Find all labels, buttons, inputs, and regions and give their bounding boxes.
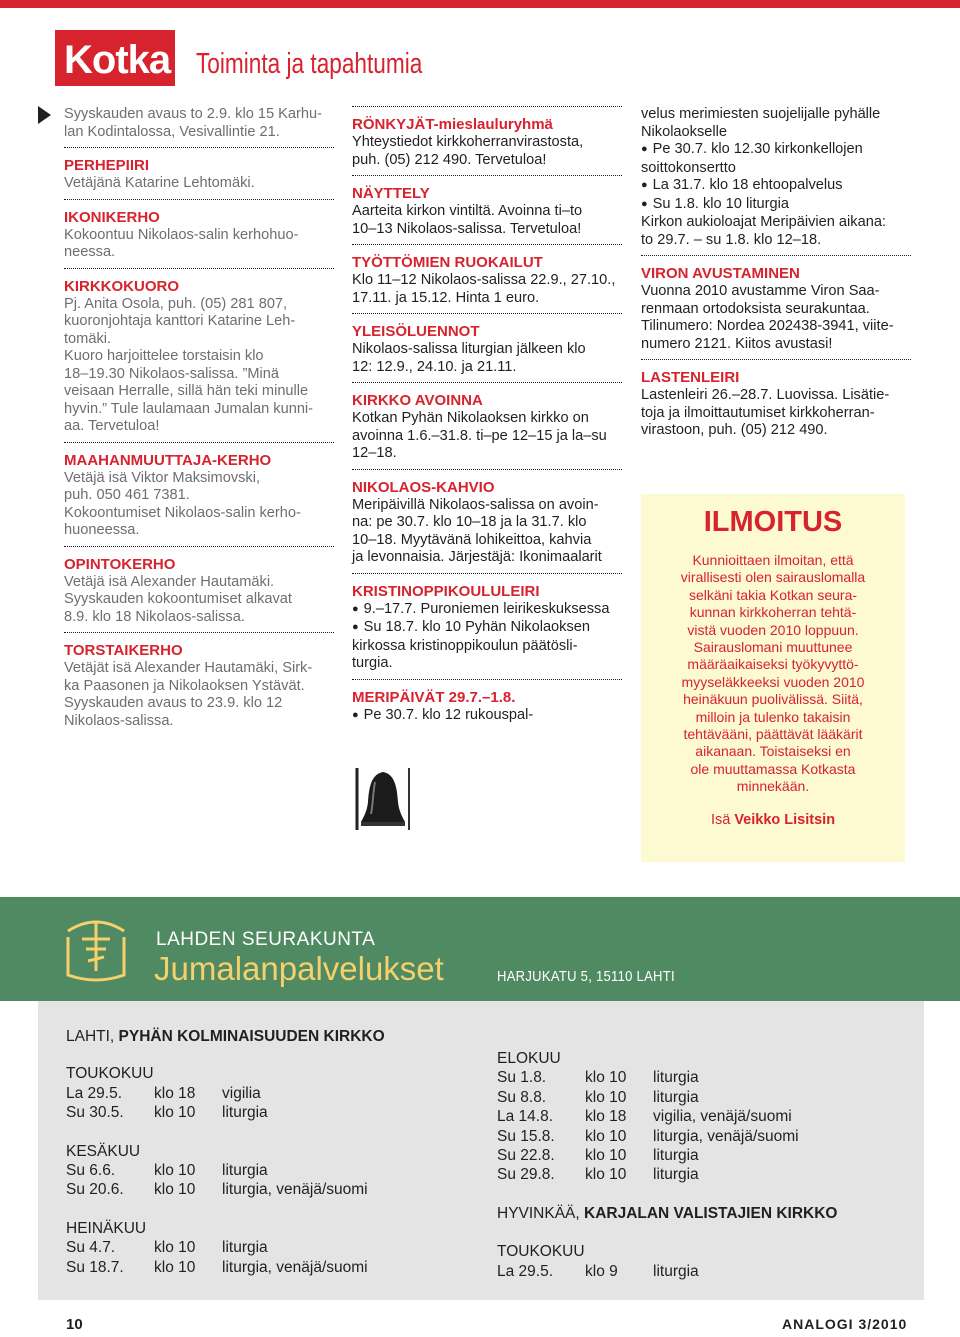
service-cell: liturgia xyxy=(653,1262,699,1280)
dotted-divider xyxy=(352,244,622,245)
bell-image xyxy=(353,762,413,830)
time-cell: klo 18 xyxy=(585,1108,627,1126)
dotted-divider xyxy=(64,442,334,443)
text-line: Kokoontuu Nikolaos-salin kerhohuo- xyxy=(64,226,299,243)
date-cell: Su 4.7. xyxy=(66,1239,116,1257)
date-cell: Su 6.6. xyxy=(66,1162,116,1180)
schedule-row xyxy=(497,1165,853,1184)
time-cell: klo 10 xyxy=(154,1162,196,1180)
text-line: Vuonna 2010 avustamme Viron Saa- xyxy=(641,283,880,299)
month-name: TOUKOKUU xyxy=(66,1065,154,1083)
text-line: Syyskauden avaus to 2.9. klo 15 Karhu- xyxy=(64,106,322,122)
section-heading: TORSTAIKERHO xyxy=(64,642,183,659)
text-line: to 29.7. – su 1.8. klo 12–18. xyxy=(641,231,822,248)
text-line: hyvin.” Tule laulamaan Jumalan kunni- xyxy=(64,400,314,417)
time-cell: klo 10 xyxy=(585,1166,627,1184)
time-cell: klo 10 xyxy=(585,1069,627,1087)
time-cell: klo 10 xyxy=(154,1181,196,1199)
notice-line: ole muuttamassa Kotkasta xyxy=(690,760,856,777)
service-cell: liturgia xyxy=(653,1147,699,1165)
schedule-table xyxy=(66,1238,422,1277)
notice-line: Kunnioittaen ilmoitan, että xyxy=(692,552,854,568)
service-cell: vigilia, venäjä/suomi xyxy=(653,1108,792,1126)
text-line: Meripäivillä Nikolaos-salissa on avoin- xyxy=(352,496,599,513)
service-cell: liturgia xyxy=(653,1069,699,1087)
notice-line: minnekään. xyxy=(736,778,810,795)
service-cell: liturgia xyxy=(653,1088,699,1106)
schedule-left xyxy=(66,1027,466,1277)
text-line: avoinna 1.6.–31.8. ti–pe 12–15 ja la–su xyxy=(352,427,607,444)
section-heading: IKONIKERHO xyxy=(64,208,160,226)
date-cell: La 14.8. xyxy=(497,1108,554,1126)
notice-line: virallisesti olen sairauslomalla xyxy=(680,569,866,586)
time-cell: klo 9 xyxy=(585,1262,618,1280)
notice-line: vistä vuoden 2010 loppuun. xyxy=(687,621,859,638)
text-line: Nikolaos-salissa. xyxy=(64,712,174,729)
section-heading: OPINTOKERHO xyxy=(64,555,176,573)
magazine-issue: ANALOGI 3/2010 xyxy=(782,1316,908,1332)
date-cell: Su 15.8. xyxy=(497,1127,555,1145)
text-line: Pj. Anita Osola, puh. (05) 281 807, xyxy=(64,295,288,312)
text-line: Vetäjä isä Viktor Maksimovski, xyxy=(64,469,261,486)
dotted-divider xyxy=(64,268,334,269)
date-cell: Su 29.8. xyxy=(497,1166,555,1184)
text-line: toja ja ilmoittautumiset kirkkoherran- xyxy=(641,404,875,421)
dotted-divider xyxy=(641,359,911,360)
section-heading: KIRKKO AVOINNA xyxy=(352,392,483,409)
text-line: veisaan Herralle, sillä hän teki minulle xyxy=(64,383,309,399)
section-heading: YLEISÖLUENNOT xyxy=(352,323,480,340)
service-cell: liturgia xyxy=(222,1104,268,1122)
section-heading: NIKOLAOS-KAHVIO xyxy=(352,478,495,496)
section xyxy=(352,573,622,673)
signature-prefix: Isä xyxy=(710,812,731,828)
month-block xyxy=(497,1242,897,1281)
text-line: 8.9. klo 18 Nikolaos-salissa. xyxy=(64,608,245,625)
notice-title: ILMOITUS xyxy=(703,506,843,538)
dotted-divider xyxy=(64,199,334,200)
text-line: lan Kodintalossa, Vesivallintie 21. xyxy=(64,123,280,140)
bullet-item: ● 9.–17.7. Puroniemen leirikeskuksessa xyxy=(352,601,622,620)
bullet-item: ● Su 18.7. klo 10 Pyhän Nikolaoksen xyxy=(352,619,622,638)
schedule-row xyxy=(497,1262,853,1281)
schedule-table xyxy=(66,1161,422,1200)
date-cell: Su 8.8. xyxy=(497,1088,547,1106)
time-cell: klo 10 xyxy=(585,1127,627,1145)
schedule-row xyxy=(66,1103,422,1122)
text-line: huoneessa. xyxy=(64,522,140,538)
date-cell: Su 1.8. xyxy=(497,1069,547,1087)
text-line: neessa. xyxy=(64,244,116,260)
text-line: Syyskauden kokoontumiset alkavat xyxy=(64,591,292,607)
service-cell: liturgia xyxy=(222,1239,268,1257)
schedule-table xyxy=(497,1068,853,1184)
section xyxy=(352,175,622,238)
schedule-row xyxy=(66,1258,422,1277)
notice-line: heinäkuun puolivälissä. Siitä, xyxy=(683,691,863,708)
text-line: soittokonsertto xyxy=(641,159,736,176)
date-cell: Su 18.7. xyxy=(66,1258,124,1276)
bullet-item: ● La 31.7. klo 18 ehtoopalvelus xyxy=(641,177,911,196)
section-heading: MERIPÄIVÄT 29.7.–1.8. xyxy=(352,688,516,706)
schedule-row xyxy=(497,1146,853,1165)
service-cell: vigilia xyxy=(222,1084,261,1102)
schedule-row xyxy=(66,1238,422,1257)
text-line: renmaan ortodoksista seurakuntaa. xyxy=(641,300,870,317)
section xyxy=(641,359,911,440)
text-line: Aarteita kirkon vintiltä. Avoinna ti–to xyxy=(352,203,583,219)
date-cell: La 29.5. xyxy=(66,1084,123,1102)
text-line: Vetäjänä Katarine Lehtomäki. xyxy=(64,175,255,191)
notice-line: kunnan kirkkoherran tehtä- xyxy=(689,604,857,621)
text-line: Kotkan Pyhän Nikolaoksen kirkko on xyxy=(352,410,589,426)
service-cell: liturgia xyxy=(222,1162,268,1180)
text-line: Klo 11–12 Nikolaos-salissa 22.9., 27.10., xyxy=(352,272,616,288)
schedule-row xyxy=(497,1127,853,1146)
section-heading: VIRON AVUSTAMINEN xyxy=(641,265,800,282)
notice-line: aikanaan. Toistaiseksi en xyxy=(695,743,851,760)
text-line: aa. Tervetuloa! xyxy=(64,418,160,434)
month-name: ELOKUU xyxy=(497,1050,561,1067)
signature-name: Veikko Lisitsin xyxy=(734,812,836,828)
notice-line: milloin ja tulenko takaisin xyxy=(695,708,851,725)
church-heading: HYVINKÄÄ, KARJALAN VALISTAJIEN KIRKKO xyxy=(497,1204,838,1222)
text-line: ja levonnaisia. Järjestäjä: Ikonimaalarit xyxy=(352,549,602,565)
page-title: Kotka xyxy=(64,38,171,82)
notice-line: Sairauslomani muuttunee xyxy=(693,639,853,656)
month-block xyxy=(66,1064,466,1122)
play-arrow-icon xyxy=(38,106,51,124)
text-line: Kuoro harjoittelee torstaisin klo xyxy=(64,348,264,364)
intro-text xyxy=(64,106,334,141)
dotted-divider xyxy=(352,382,622,383)
section-heading: TYÖTTÖMIEN RUOKAILUT xyxy=(352,254,543,271)
notice-line: tehtävääni, päättävät lääkärit xyxy=(683,726,863,743)
time-cell: klo 10 xyxy=(154,1239,196,1257)
text-line: 12–18. xyxy=(352,445,397,461)
section xyxy=(352,106,622,169)
text-line: kuoronjohtaja kanttori Katarine Leh- xyxy=(64,313,296,329)
schedule-table xyxy=(497,1262,853,1281)
text-line: Tilinumero: Nordea 202438-3941, viite- xyxy=(641,318,894,334)
section xyxy=(641,255,911,353)
services-banner xyxy=(0,897,960,1001)
section xyxy=(64,268,334,436)
time-cell: klo 10 xyxy=(585,1088,627,1106)
text-line: Kokoontumiset Nikolaos-salin kerho- xyxy=(64,504,301,521)
section-heading: RÖNKYJÄT-mieslauluryhmä xyxy=(352,116,553,133)
month-name: HEINÄKUU xyxy=(66,1219,147,1237)
column-1 xyxy=(64,106,334,730)
month-name: TOUKOKUU xyxy=(497,1243,585,1261)
month-block xyxy=(66,1219,466,1277)
text-line: Kirkon aukioloajat Meripäivien aikana: xyxy=(641,214,886,230)
notice-line: myyseläkkeeksi vuoden 2010 xyxy=(681,673,865,690)
text-line: Nikolaokselle xyxy=(641,123,727,140)
text-line: Nikolaos-salissa liturgian jälkeen klo xyxy=(352,341,586,357)
column-3 xyxy=(641,106,911,440)
text-line: puh. 050 461 7381. xyxy=(64,487,190,503)
text-line: Lastenleiri 26.–28.7. Luovissa. Lisätie- xyxy=(641,387,890,403)
dotted-divider xyxy=(352,175,622,176)
text-line: Yhteystiedot kirkkoherranvirastosta, xyxy=(352,134,584,150)
text-line: 18–19.30 Nikolaos-salissa. ”Minä xyxy=(64,365,279,382)
text-line: Vetäjä isä Alexander Hautamäki. xyxy=(64,573,275,590)
service-cell: liturgia, venäjä/suomi xyxy=(222,1181,368,1199)
notice-box xyxy=(641,494,905,862)
dotted-divider xyxy=(352,573,622,574)
section xyxy=(352,313,622,376)
schedule-row xyxy=(66,1084,422,1103)
section-heading: KIRKKOKUORO xyxy=(64,277,179,295)
schedule-row xyxy=(497,1068,853,1087)
schedule-row xyxy=(497,1088,853,1107)
page-header xyxy=(0,0,960,100)
section xyxy=(352,244,622,307)
schedule-row xyxy=(66,1161,422,1180)
page-subtitle: Toiminta ja tapahtumia xyxy=(196,48,423,80)
page-number: 10 xyxy=(66,1316,83,1333)
month-block xyxy=(497,1049,897,1185)
text-line: 12: 12.9., 24.10. ja 21.11. xyxy=(352,358,517,375)
section xyxy=(64,546,334,627)
schedule-row xyxy=(66,1180,422,1199)
time-cell: klo 10 xyxy=(154,1104,196,1122)
section xyxy=(64,199,334,262)
section xyxy=(64,147,334,193)
bullet-item: ● Su 1.8. klo 10 liturgia xyxy=(641,196,911,215)
dotted-divider xyxy=(352,679,622,680)
section xyxy=(64,442,334,540)
notice-signature xyxy=(641,812,905,828)
service-cell: liturgia, venäjä/suomi xyxy=(222,1258,368,1276)
date-cell: La 29.5. xyxy=(497,1262,554,1280)
parish-name: LAHDEN SEURAKUNTA xyxy=(156,929,376,950)
schedule-right xyxy=(497,1049,897,1281)
text-line: puh. (05) 212 490. Tervetuloa! xyxy=(352,151,547,168)
section-heading: NÄYTTELY xyxy=(352,185,430,202)
text-line: kirkossa kristinoppikoulun päätösli- xyxy=(352,637,578,654)
text-line: virastoon, puh. (05) 212 490. xyxy=(641,422,828,438)
dotted-divider xyxy=(64,546,334,547)
top-red-bar xyxy=(0,0,960,8)
text-line: tomäki. xyxy=(64,330,112,347)
dotted-divider xyxy=(352,469,622,470)
section-heading: LASTENLEIRI xyxy=(641,369,740,386)
text-line: velus merimiesten suojelijalle pyhälle xyxy=(641,106,881,122)
column-2 xyxy=(352,100,622,725)
cross-emblem-icon xyxy=(62,911,130,983)
dotted-divider xyxy=(641,255,911,256)
text-line: Vetäjät isä Alexander Hautamäki, Sirk- xyxy=(64,660,313,676)
time-cell: klo 18 xyxy=(154,1084,196,1102)
service-cell: liturgia xyxy=(653,1166,699,1184)
section-heading: PERHEPIIRI xyxy=(64,157,150,174)
dotted-divider xyxy=(352,313,622,314)
bullet-item: ● Pe 30.7. klo 12.30 kirkonkellojen xyxy=(641,141,911,160)
notice-line: määräaikaiseksi työkyvyttö- xyxy=(687,656,859,673)
text-line: 10–13 Nikolaos-salissa. Tervetuloa! xyxy=(352,220,582,237)
section xyxy=(352,382,622,463)
dotted-divider xyxy=(64,632,334,633)
text-line: Syyskauden avaus to 23.9. klo 12 xyxy=(64,695,283,711)
dotted-divider xyxy=(64,147,334,148)
date-cell: Su 30.5. xyxy=(66,1104,124,1122)
date-cell: Su 22.8. xyxy=(497,1147,555,1165)
schedule-table xyxy=(66,1084,422,1123)
text-line: 10–18. Myytävänä lohikeittoa, kahvia xyxy=(352,531,592,548)
time-cell: klo 10 xyxy=(154,1258,196,1276)
month-block xyxy=(66,1142,466,1200)
text-line: turgia. xyxy=(352,655,393,671)
text-line: ka Paasonen ja Nikolaoksen Ystävät. xyxy=(64,677,305,694)
schedule-row xyxy=(497,1107,853,1126)
parish-address: HARJUKATU 5, 15110 LAHTI xyxy=(497,969,675,985)
section-heading: KRISTINOPPIKOULULEIRI xyxy=(352,582,540,600)
church-heading: LAHTI, PYHÄN KOLMINAISUUDEN KIRKKO xyxy=(66,1028,385,1045)
time-cell: klo 10 xyxy=(585,1147,627,1165)
month-name: KESÄKUU xyxy=(66,1142,141,1160)
section xyxy=(352,469,622,567)
text-line: numero 2121. Kiitos avustasi! xyxy=(641,335,833,352)
text-line: na: pe 30.7. klo 10–18 ja la 31.7. klo xyxy=(352,514,587,530)
notice-body xyxy=(663,552,883,796)
section xyxy=(64,632,334,730)
section xyxy=(352,679,622,726)
service-cell: liturgia, venäjä/suomi xyxy=(653,1127,799,1145)
bullet-item: ● Pe 30.7. klo 12 rukouspal- xyxy=(352,707,622,726)
text-line: 17.11. ja 15.12. Hinta 1 euro. xyxy=(352,289,540,306)
dotted-divider xyxy=(352,106,622,107)
banner-title: Jumalanpalvelukset xyxy=(154,950,444,987)
notice-line: selkäni takia Kotkan seura- xyxy=(688,586,858,603)
section-heading: MAAHANMUUTTAJA-KERHO xyxy=(64,451,272,469)
date-cell: Su 20.6. xyxy=(66,1181,124,1199)
